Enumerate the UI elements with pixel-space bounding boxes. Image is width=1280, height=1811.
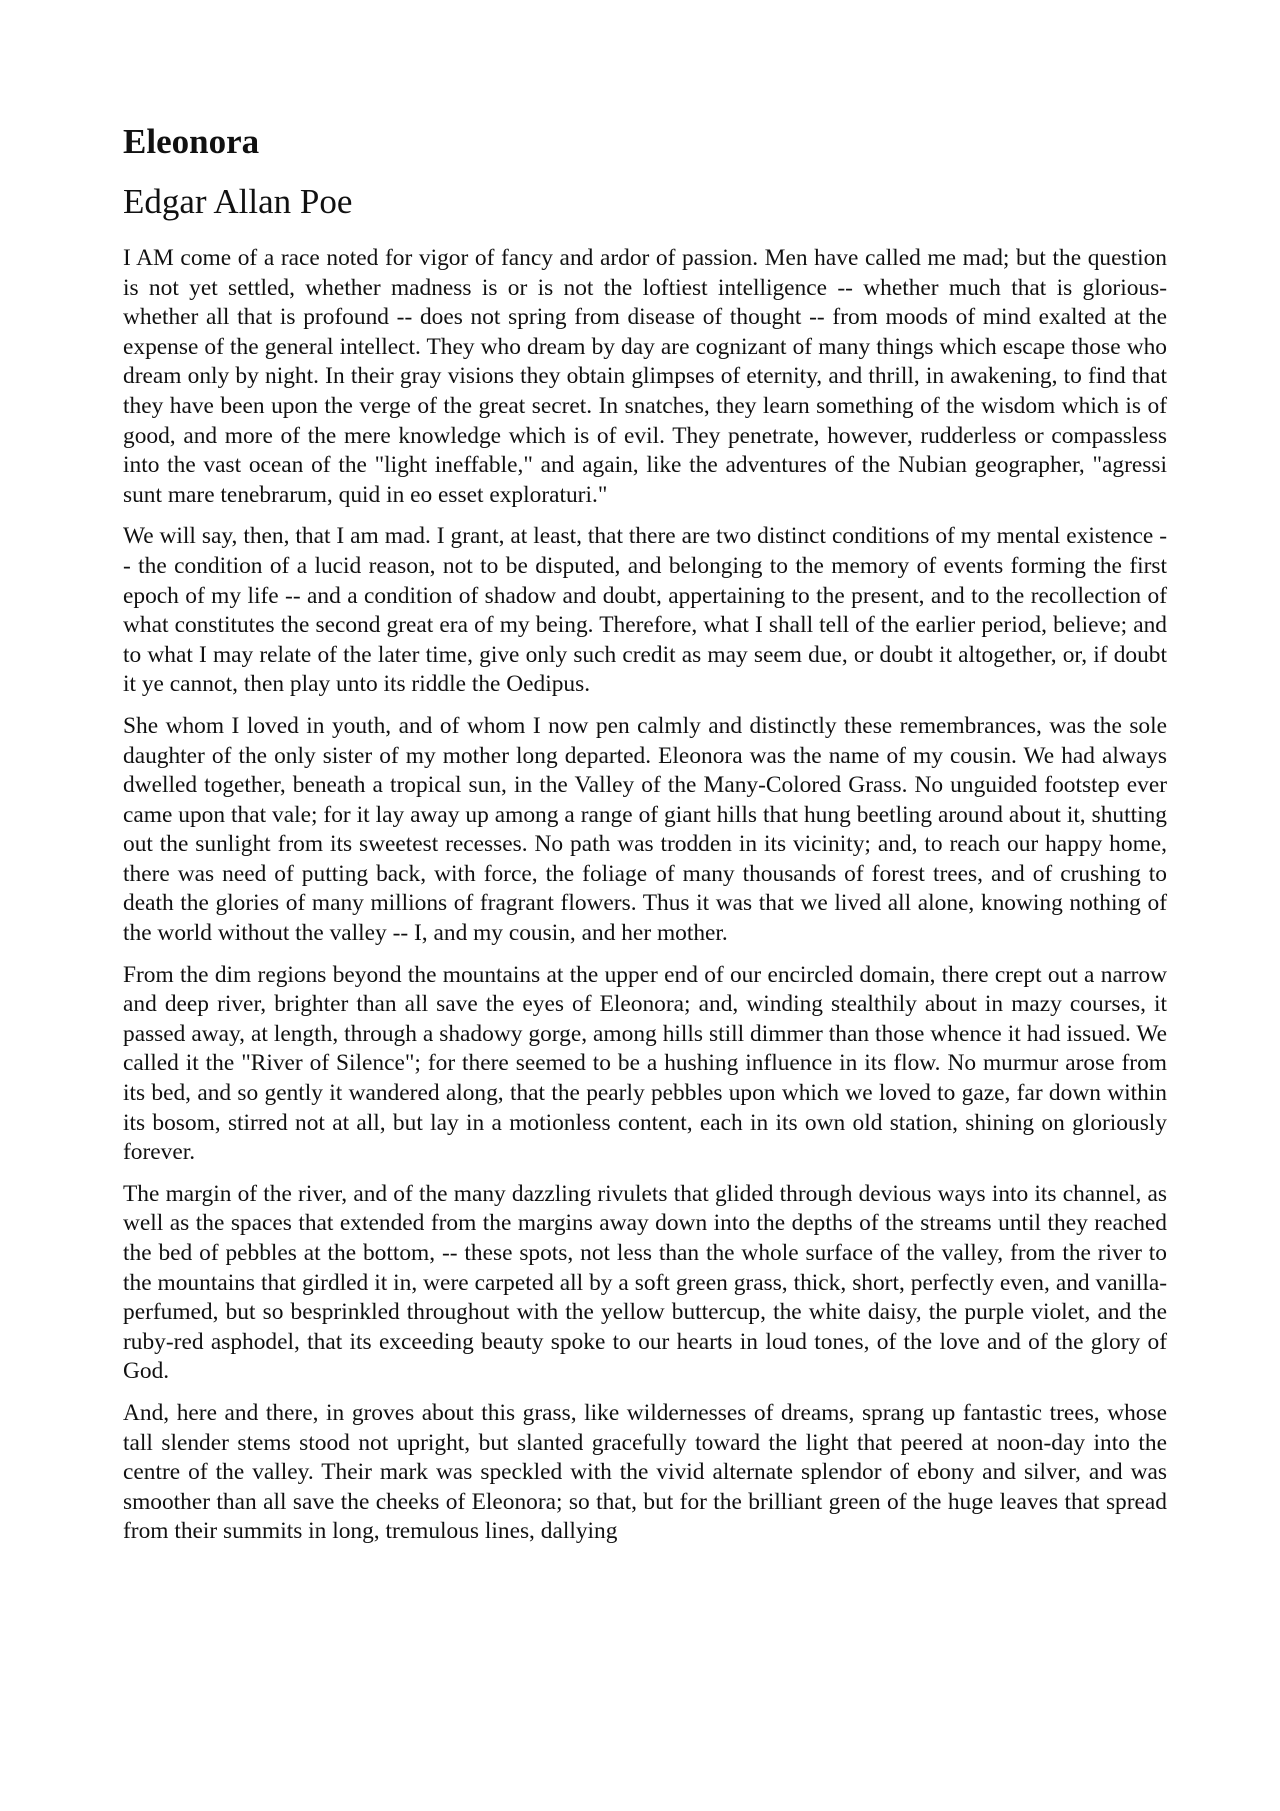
paragraph-5: The margin of the river, and of the many dazzling rivulets that glided through devious ways into its channel, as well as the spaces that extended from the margins away down into the depths of the streams until they reached the bed of pebbles at the bottom, -- these spots, not less than the whole surface of the valley, from the river to the mountains that girdled it in, were carpeted all by a soft green grass, thick, short, perfectly even, and vanilla-perfumed, but so besprinkled throughout with the yellow buttercup, the white daisy, the purple violet, and the ruby-red asphodel, that its exceeding beauty spoke to our hearts in loud tones, of the love and of the glory of God.: [123, 1180, 1167, 1385]
paragraph-6: And, here and there, in groves about this grass, like wildernesses of dreams, sprang up fantastic trees, whose tall slender stems stood not upright, but slanted gracefully toward the light that peered at noon-day into the centre of the valley. Their mark was speckled with the vivid alternate splendor of ebony and silver, and was smoother than all save the cheeks of Eleonora; so that, but for the brilliant green of the huge leaves that spread from their summits in long, tremulous lines, dallying: [123, 1399, 1167, 1545]
paragraph-1: I AM come of a race noted for vigor of fancy and ardor of passion. Men have called me mad; but the question is not yet settled, whether madness is or is not the loftiest intelligence -- whether much that is glorious- whether all that is profound -- does not spring from disease of thought -- from moods of mind exalted at the expense of the general intellect. They who dream by day are cognizant of many things which escape those who dream only by night. In their gray visions they obtain glimpses of eternity, and thrill, in awakening, to find that they have been upon the verge of the great secret. In snatches, they learn something of the wisdom which is of good, and more of the mere knowledge which is of evil. They penetrate, however, rudderless or compassless into the vast ocean of the "light ineffable," and again, like the adventures of the Nubian geographer, "agressi sunt mare tenebrarum, quid in eo esset exploraturi.": [123, 245, 1167, 508]
document-page: [123, 122, 1167, 1559]
paragraph-4: From the dim regions beyond the mountains at the upper end of our encircled domain, there crept out a narrow and deep river, brighter than all save the eyes of Eleonora; and, winding stealthily about in mazy courses, it passed away, at length, through a shadowy gorge, among hills still dimmer than those whence it had issued. We called it the "River of Silence"; for there seemed to be a hushing influence in its flow. No murmur arose from its bed, and so gently it wandered along, that the pearly pebbles upon which we loved to gaze, far down within its bosom, stirred not at all, but lay in a motionless content, each in its own old station, shining on gloriously forever.: [123, 961, 1167, 1166]
paragraph-2: We will say, then, that I am mad. I grant, at least, that there are two distinct conditions of my mental existence -- the condition of a lucid reason, not to be disputed, and belonging to the memory of events forming the first epoch of my life -- and a condition of shadow and doubt, appertaining to the present, and to the recollection of what constitutes the second great era of my being. Therefore, what I shall tell of the earlier period, believe; and to what I may relate of the later time, give only such credit as may seem due, or doubt it altogether, or, if doubt it ye cannot, then play unto its riddle the Oedipus.: [123, 523, 1167, 698]
document-author: Edgar Allan Poe: [123, 182, 353, 221]
paragraph-3: She whom I loved in youth, and of whom I now pen calmly and distinctly these remembrances, was the sole daughter of the only sister of my mother long departed. Eleonora was the name of my cousin. We had always dwelled together, beneath a tropical sun, in the Valley of the Many-Colored Grass. No unguided footstep ever came upon that vale; for it lay away up among a range of giant hills that hung beetling around about it, shutting out the sunlight from its sweetest recesses. No path was trodden in its vicinity; and, to reach our happy home, there was need of putting back, with force, the foliage of many thousands of forest trees, and of crushing to death the glories of many millions of fragrant flowers. Thus it was that we lived all alone, knowing nothing of the world without the valley -- I, and my cousin, and her mother.: [123, 712, 1167, 947]
document-title: Eleonora: [123, 122, 260, 161]
